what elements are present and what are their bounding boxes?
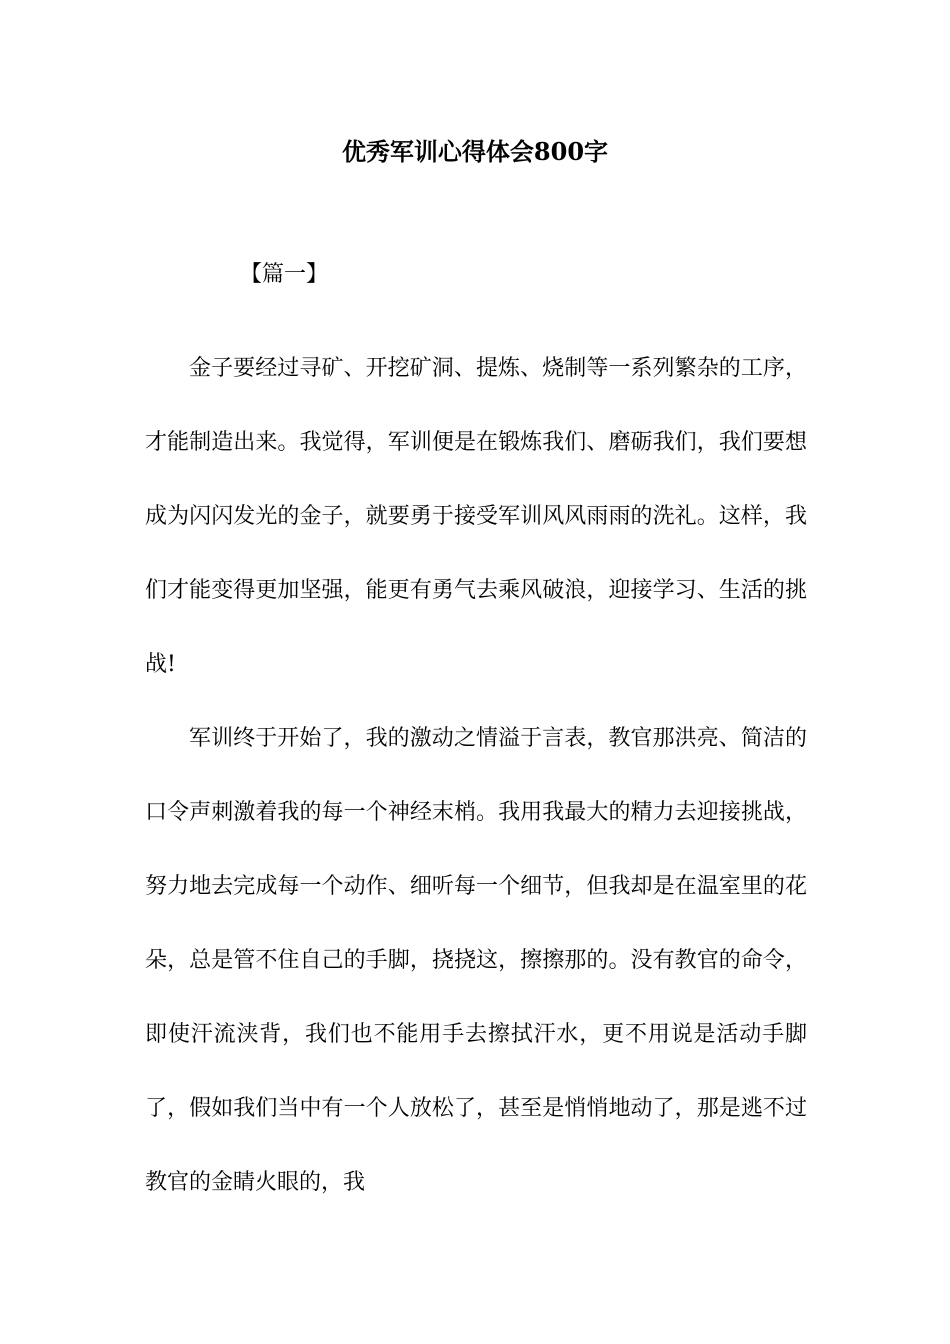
paragraph-2: 军训终于开始了，我的激动之情溢于言表，教官那洪亮、简洁的口令声刺激着我的每一个神经末梢。我用我最大的精力去迎接挑战，努力地去完成每一个动作、细听每一个细节，但我却是在温室里的花朵，总是管不住自己的手脚，挠挠这，擦擦那的。没有教官的命令，即使汗流浃背，我们也不能用手去擦拭汗水，更不用说是活动手脚了，假如我们当中有一个人放松了，甚至是悄悄地动了，那是逃不过教官的金睛火眼的，我 [145,726,807,1195]
document-body [145,332,807,1220]
section-heading: 【篇一】 [240,262,329,287]
paragraph-1: 金子要经过寻矿、开挖矿洞、提炼、烧制等一系列繁杂的工序，才能制造出来。我觉得，军训便是在锻炼我们、磨砺我们，我们要想成为闪闪发光的金子，就要勇于接受军训风风雨雨的洗礼。这样，我们才能变得更加坚强，能更有勇气去乘风破浪，迎接学习、生活的挑战! [145,356,807,677]
document-title: 优秀军训心得体会800字 [341,137,609,166]
